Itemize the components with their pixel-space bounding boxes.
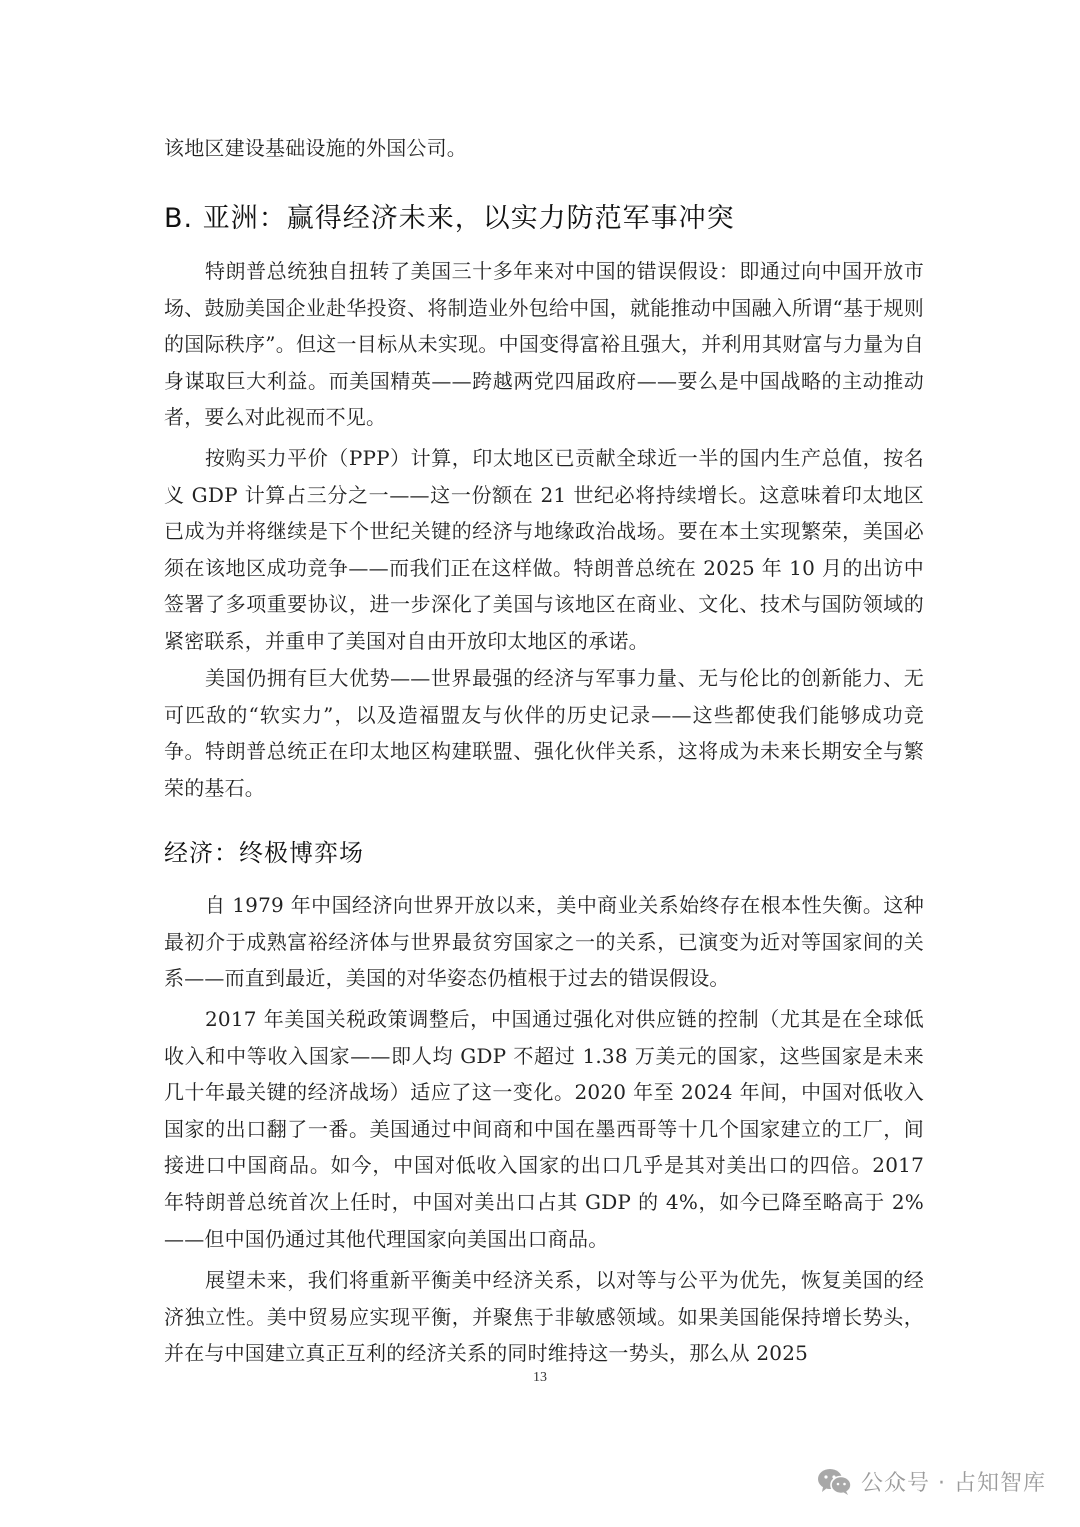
section-econ-heading: 经济：终极博弈场 <box>164 839 364 867</box>
intro-fragment: 该地区建设基础设施的外国公司。 <box>164 136 467 160</box>
paragraph: 美国仍拥有巨大优势——世界最强的经济与军事力量、无与伦比的创新能力、无可匹敌的“软实力”，以及造福盟友与伙伴的历史记录——这些都使我们能够成功竞争。特朗普总统正在印太地区构建联盟、强化伙伴关系，这将成为未来长期安全与繁荣的基石。 <box>164 666 924 800</box>
paragraph: 展望未来，我们将重新平衡美中经济关系，以对等与公平为优先，恢复美国的经济独立性。美中贸易应实现平衡，并聚焦于非敏感领域。如果美国能保持增长势头，并在与中国建立真正互利的经济关系的同时维持这一势头，那么从 2025 <box>164 1268 924 1366</box>
paragraph: 特朗普总统独自扭转了美国三十多年来对中国的错误假设：即通过向中国开放市场、鼓励美国企业赴华投资、将制造业外包给中国，就能推动中国融入所谓“基于规则的国际秩序”。但这一目标从未实现。中国变得富裕且强大，并利用其财富与力量为自身谋取巨大利益。而美国精英——跨越两党四届政府——要么是中国战略的主动推动者，要么对此视而不见。 <box>164 259 924 430</box>
paragraph: 自 1979 年中国经济向世界开放以来，美中商业关系始终存在根本性失衡。这种最初介于成熟富裕经济体与世界最贫穷国家之一的关系，已演变为近对等国家间的关系——而直到最近，美国的对华姿态仍植根于过去的错误假设。 <box>164 893 924 991</box>
watermark-text: 公众号 · 占知智库 <box>861 1471 1046 1496</box>
paragraph: 2017 年美国关税政策调整后，中国通过强化对供应链的控制（尤其是在全球低收入和中等收入国家——即人均 GDP 不超过 1.38 万美元的国家，这些国家是未来几十年最关键的经济战场）适应了这一变化。2020 年至 2024 年间，中国对低收入国家的出口翻了一番。美国通过中间商和中国在墨西哥等十几个国家建立的工厂，间接进口中国商品。如今，中国对低收入国家的出口几乎是其对美出口的四倍。2017 年特朗普总统首次上任时，中国对美出口占其 GDP 的 4%，如今已降至略高于 2%——但中国仍通过其他代理国家向美国出口商品。 <box>164 1007 924 1251</box>
wechat-icon <box>817 1468 853 1496</box>
section-b-heading: B. 亚洲：赢得经济未来，以实力防范军事冲突 <box>164 203 735 234</box>
watermark <box>817 1466 1046 1497</box>
paragraph: 按购买力平价（PPP）计算，印太地区已贡献全球近一半的国内生产总值，按名义 GDP 计算占三分之一——这一份额在 21 世纪必将持续增长。这意味着印太地区已成为并将继续是下个世纪关键的经济与地缘政治战场。要在本土实现繁荣，美国必须在该地区成功竞争——而我们正在这样做。特朗普总统在 2025 年 10 月的出访中签署了多项重要协议，进一步深化了美国与该地区在商业、文化、技术与国防领域的紧密联系，并重申了美国对自由开放印太地区的承诺。 <box>164 446 924 653</box>
page-number: 13 <box>533 1370 547 1385</box>
